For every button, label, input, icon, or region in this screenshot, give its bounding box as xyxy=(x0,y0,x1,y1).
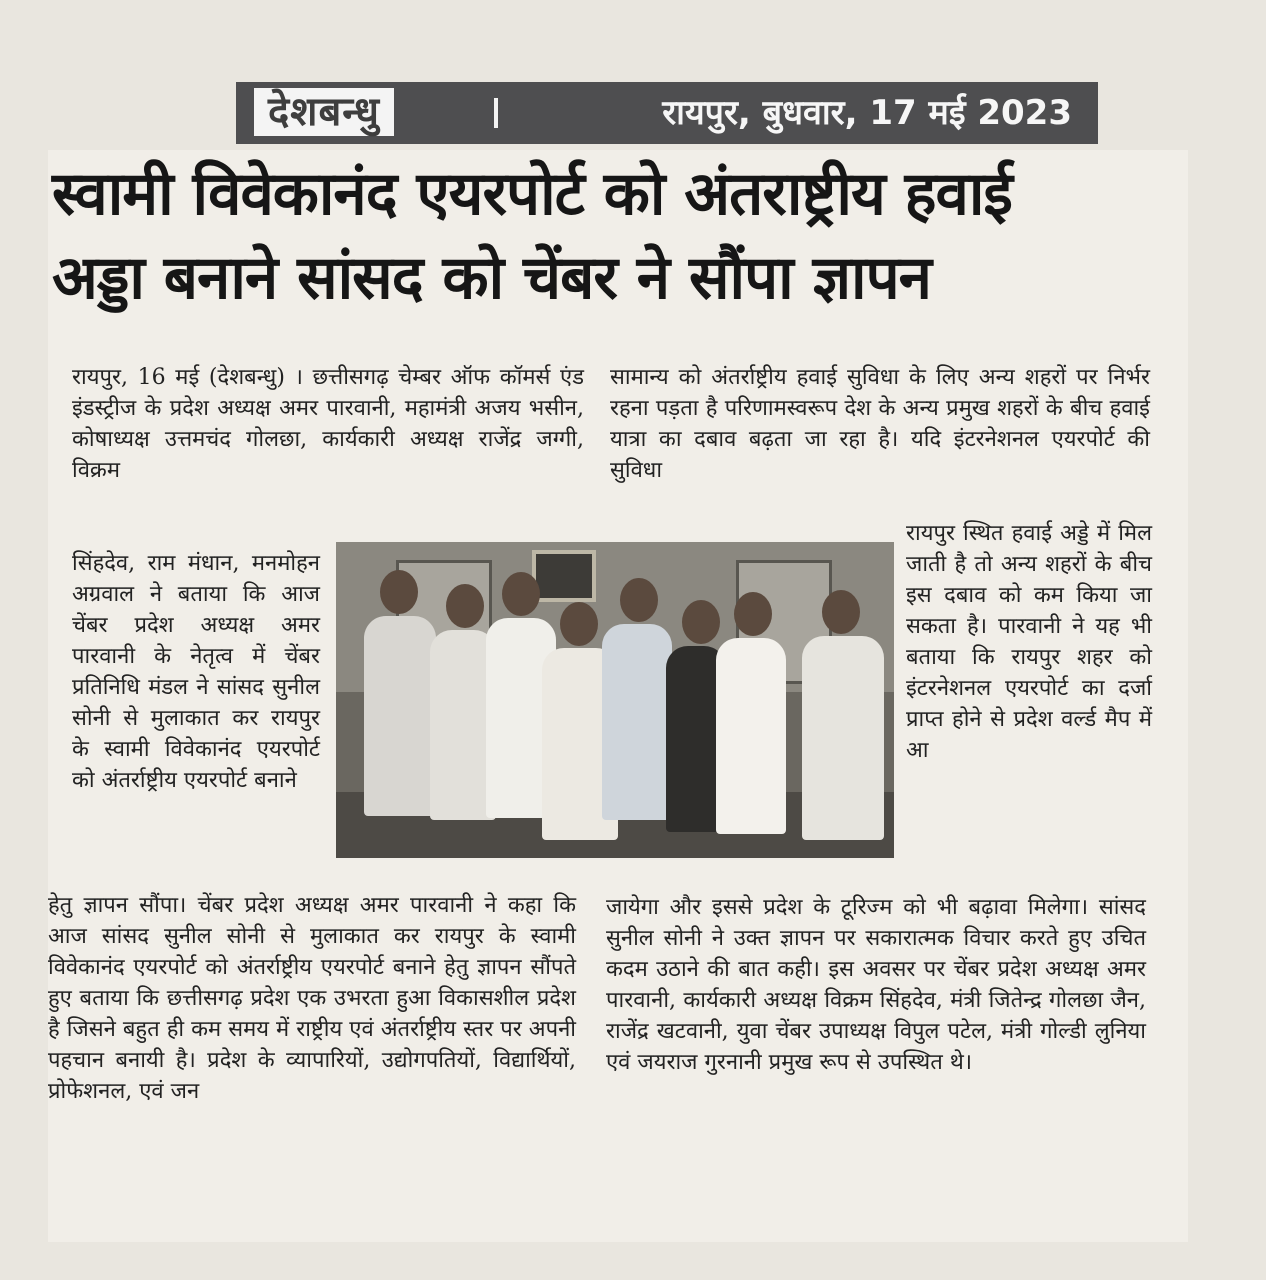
masthead-divider xyxy=(494,98,498,128)
photo-frame xyxy=(532,550,596,602)
article-text: जायेगा और इससे प्रदेश के टूरिज्म को भी बढ़ावा मिलेगा। सांसद सुनील सोनी ने उक्त ज्ञापन पर सकारात्मक विचार करते हुए उचित कदम उठाने की बात कही। इस अवसर पर चेंबर प्रदेश अध्यक्ष अमर पारवानी, कार्यकारी अध्यक्ष विक्रम सिंहदेव, मंत्री जितेन्द्र गोलछा जैन, राजेंद्र खटवानी, युवा चेंबर उपाध्यक्ष विपुल पटेल, मंत्री गोल्डी लुनिया एवं जयराज गुरनानी प्रमुख रूप से उपस्थित थे। xyxy=(606,895,1146,1075)
article-text: रायपुर स्थित हवाई अड्डे में मिल जाती है तो अन्य शहरों के बीच इस दबाव को कम किया जा सकता है। पारवानी ने यह भी बताया कि रायपुर शहर को इंटरनेशनल एयरपोर्ट का दर्जा प्राप्त होने से प्रदेश वर्ल्ड मैप में आ xyxy=(906,521,1152,763)
headline-line-2: अड्डा बनाने सांसद को चेंबर ने सौंपा ज्ञापन xyxy=(52,243,931,313)
article-text: हेतु ज्ञापन सौंपा। चेंबर प्रदेश अध्यक्ष अमर पारवानी ने कहा कि आज सांसद सुनील सोनी से मुलाकात कर रायपुर के स्वामी विवेकानंद एयरपोर्ट को अंतर्राष्ट्रीय एयरपोर्ट बनाने हेतु ज्ञापन सौंपते हुए बताया कि छत्तीसगढ़ प्रदेश एक उभरता हुआ विकासशील प्रदेश है जिसने बहुत ही कम समय में राष्ट्रीय एवं अंतर्राष्ट्रीय स्तर पर अपनी पहचान बनायी है। प्रदेश के व्यापारियों, उद्योगपतियों, विद्यार्थियों, प्रोफेशनल, एवं जन xyxy=(48,893,576,1104)
headline-line-1: स्वामी विवेकानंद एयरपोर्ट को अंतराष्ट्रीय हवाई xyxy=(52,159,1012,229)
masthead xyxy=(236,82,1098,144)
newspaper-name: देशबन्धु xyxy=(254,88,394,136)
article-column-2-top xyxy=(610,362,1150,486)
article-column-1-bottom xyxy=(48,890,576,1107)
article-column-1-narrow xyxy=(72,548,320,796)
group-photo xyxy=(336,542,894,858)
edition-date: रायपुर, बुधवार, 17 मई 2023 xyxy=(662,93,1072,133)
article-text: सिंहदेव, राम मंधान, मनमोहन अग्रवाल ने बताया कि आज चेंबर प्रदेश अध्यक्ष अमर पारवानी के नेतृत्व में चेंबर प्रतिनिधि मंडल ने सांसद सुनील सोनी से मुलाकात कर रायपुर के स्वामी विवेकानंद एयरपोर्ट को अंतर्राष्ट्रीय एयरपोर्ट बनाने xyxy=(72,551,320,793)
article-column-2-bottom xyxy=(606,892,1146,1078)
article-text: रायपुर, 16 मई (देशबन्धु) । छत्तीसगढ़ चेम्बर ऑफ कॉमर्स एंड इंडस्ट्रीज के प्रदेश अध्यक्ष अमर पारवानी, महामंत्री अजय भसीन, कोषाध्यक्ष उत्तमचंद गोलछा, कार्यकारी अध्यक्ष राजेंद्र जग्गी, विक्रम xyxy=(72,365,584,483)
article-column-2-narrow xyxy=(906,518,1152,766)
headline xyxy=(52,152,1172,320)
article-column-1-top xyxy=(72,362,584,486)
article-text: सामान्य को अंतर्राष्ट्रीय हवाई सुविधा के लिए अन्य शहरों पर निर्भर रहना पड़ता है परिणामस्वरूप देश के अन्य प्रमुख शहरों के बीच हवाई यात्रा का दबाव बढ़ता जा रहा है। यदि इंटरनेशनल एयरपोर्ट की सुविधा xyxy=(610,365,1150,483)
